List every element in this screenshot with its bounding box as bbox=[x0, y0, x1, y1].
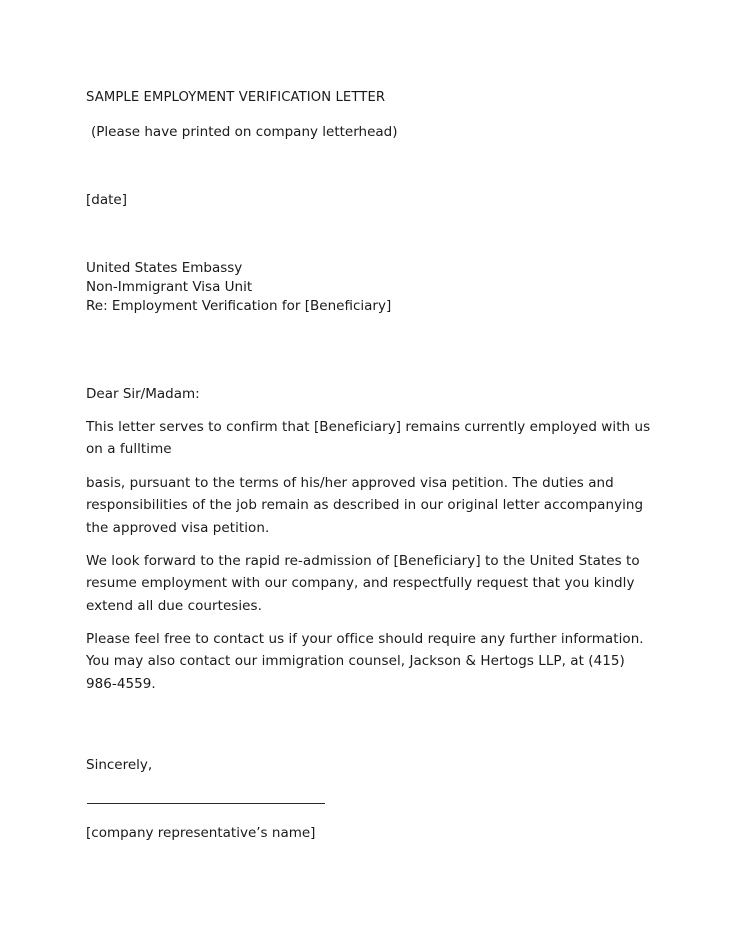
salutation: Dear Sir/Madam: bbox=[86, 386, 200, 402]
body-paragraph-4: Please feel free to contact us if your office should require any further information. You may also contact our immigration counsel, Jackson & Hertogs LLP, at (415) 986-4559. bbox=[86, 631, 644, 692]
letterhead-note: (Please have printed on company letterhead) bbox=[91, 124, 398, 140]
closing: Sincerely, bbox=[86, 757, 153, 773]
recipient-line-2: Non-Immigrant Visa Unit bbox=[86, 279, 253, 295]
body-paragraph-3: We look forward to the rapid re-admission of [Beneficiary] to the United States to resume employment with our company, and respectfully request that you kindly extend all due courtesies. bbox=[86, 553, 640, 614]
body-paragraph-1: This letter serves to confirm that [Beneficiary] remains currently employed with us on a fulltime bbox=[86, 419, 651, 458]
body-paragraph-2: basis, pursuant to the terms of his/her approved visa petition. The duties and responsibilities of the job remain as described in our original letter accompanying the approved visa petition. bbox=[86, 475, 644, 536]
letter-date: [date] bbox=[86, 192, 127, 208]
signature-line bbox=[87, 803, 325, 804]
recipient-line-1: United States Embassy bbox=[86, 260, 243, 276]
signature-name: [company representative’s name] bbox=[86, 825, 316, 841]
letter-title: SAMPLE EMPLOYMENT VERIFICATION LETTER bbox=[86, 90, 386, 105]
subject-line: Re: Employment Verification for [Beneficiary] bbox=[86, 298, 392, 314]
